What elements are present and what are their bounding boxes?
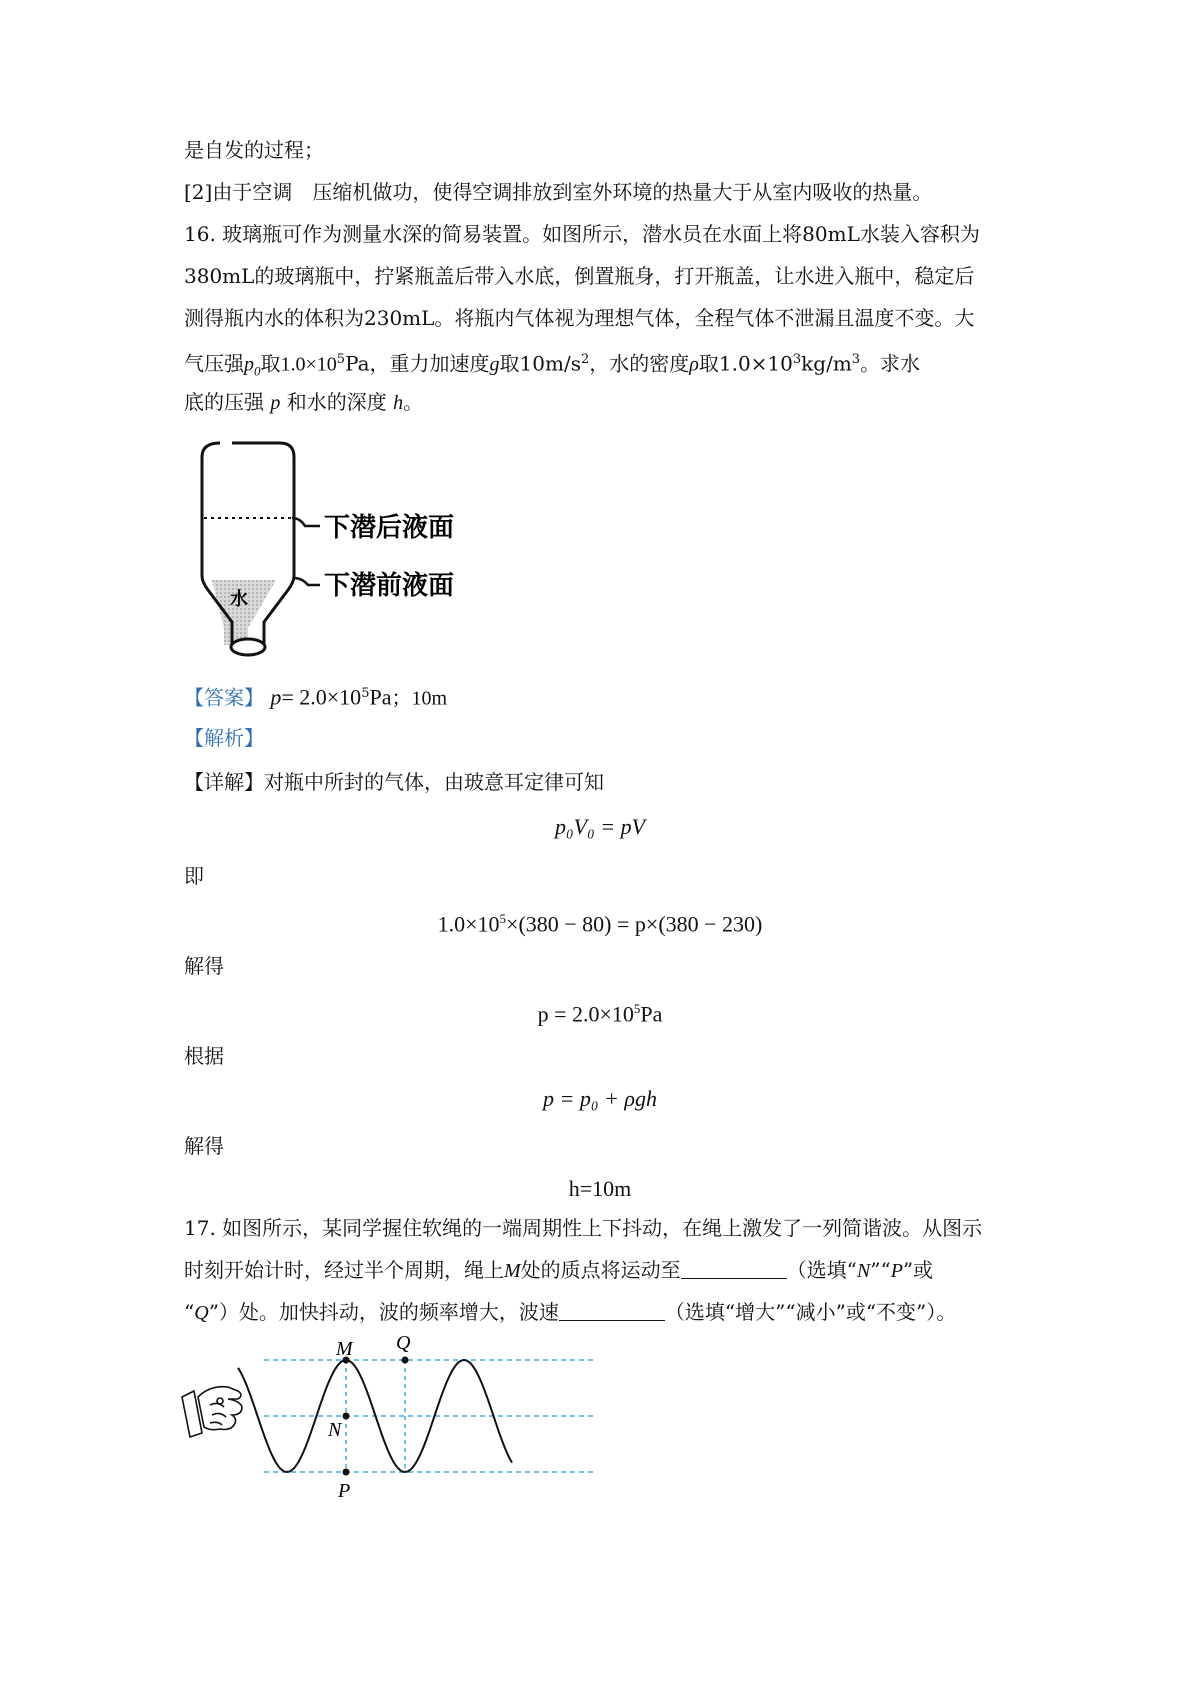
answer-tag: 【答案】: [184, 685, 264, 710]
q16-l4-d: 取10m/s: [499, 351, 581, 376]
eq3-exp: 5: [633, 1001, 641, 1016]
label-q: Q: [396, 1335, 411, 1354]
answer-line: [184, 680, 447, 713]
bottle-mouth: [231, 639, 265, 655]
bottle-figure: [200, 440, 500, 670]
label-p: P: [338, 1480, 351, 1502]
q17-l3-c: （选填“增大”“减小”或“不变”）。: [664, 1300, 957, 1324]
q16-l5-a: 底的压强: [184, 390, 264, 414]
equation-boyle: p₀V₀ = pV: [554, 814, 646, 839]
q17-line-3: [184, 1298, 956, 1327]
q17-l2-c: （选填“: [786, 1258, 857, 1282]
answer-sep: ；: [391, 685, 412, 710]
q16-line-1: [184, 220, 980, 248]
q17-l2-b: 处的质点将运动至: [520, 1258, 681, 1282]
eq3-b: Pa: [640, 1001, 663, 1027]
detail-tag: 【详解】: [184, 770, 264, 794]
q16-line-4: [184, 346, 920, 386]
q17-line-2: [184, 1256, 933, 1285]
answer-unit: Pa: [369, 684, 392, 710]
water-label: 水: [230, 589, 248, 610]
answer-h: 10m: [411, 687, 448, 710]
label-m: M: [336, 1338, 353, 1360]
q16-l5-b: 和水的深度: [286, 390, 387, 414]
q17-l2-N: N: [856, 1260, 871, 1282]
text-genju: 根据: [184, 1044, 224, 1068]
rope-wave: [238, 1360, 512, 1472]
q17-l2-e: ”或: [902, 1258, 934, 1282]
q16-l4-f: 取1.0×10: [698, 351, 793, 376]
hand-icon: [182, 1387, 242, 1437]
q17-l2-a: 时刻开始计时，经过半个周期，绳上: [184, 1258, 504, 1282]
q16-line-3: 测得瓶内水的体积为230mL。将瓶内气体视为理想气体，全程气体不泄漏且温度不变。大: [184, 306, 975, 330]
equation-depth-result: h=10m: [568, 1176, 632, 1201]
leader-after: [292, 518, 320, 526]
point-q: [402, 1357, 409, 1364]
q17-l2-M: M: [504, 1260, 521, 1282]
q16-l5-c: 。: [403, 390, 424, 414]
q16-l4-g2: kg/m: [801, 351, 852, 376]
q17-line-1: [184, 1214, 982, 1242]
q17-number: 17.: [184, 1216, 216, 1240]
q16-l4-rho: ρ: [689, 353, 699, 376]
q17-l3-b: ”）处。加快抖动，波的频率增大，波速: [208, 1300, 559, 1324]
q16-l4-g: g: [489, 353, 500, 376]
continuation-line-2: [2]由于空调 压缩机做功，使得空调排放到室外环境的热量大于从室内吸收的热量。: [184, 180, 933, 204]
text-jiede-2: 解得: [184, 1134, 224, 1158]
q16-text-1: 玻璃瓶可作为测量水深的简易装置。如图所示，潜水员在水面上将80mL水装入容积为: [222, 222, 980, 246]
q16-l4-h: 。求水: [860, 351, 921, 376]
point-p: [343, 1469, 350, 1476]
q16-line-2: 380mL的玻璃瓶中，拧紧瓶盖后带入水底，倒置瓶身，打开瓶盖，让水进入瓶中，稳定后: [184, 264, 975, 288]
answer-eq: = 2.0×10: [281, 684, 362, 710]
eq2-exp: 5: [499, 911, 507, 926]
q16-l4-exp1: 5: [336, 352, 346, 367]
q16-l4-exp3: 3: [792, 352, 802, 367]
q16-number: 16.: [184, 222, 216, 246]
wave-figure: [180, 1335, 620, 1505]
analysis-tag: 【解析】: [184, 726, 264, 750]
detail-text: 对瓶中所封的气体，由玻意耳定律可知: [264, 770, 604, 794]
q16-l5-p: p: [270, 392, 281, 414]
answer-p: p: [270, 684, 282, 710]
label-after-level: 下潜后液面: [324, 513, 455, 543]
answer-exp: 5: [361, 686, 370, 701]
q16-l4-p0: p: [244, 353, 254, 376]
label-before-level: 下潜前液面: [324, 571, 455, 601]
equation-substitution: [0, 904, 1200, 939]
q17-l3-a: “: [184, 1300, 195, 1324]
eq2-a: 1.0×10: [437, 911, 500, 937]
q16-l4-p0-sub: 0: [254, 363, 261, 379]
bottle-outline-left: [202, 443, 220, 576]
q17-l2-d: ”“: [870, 1258, 891, 1282]
q16-l4-exp2: 2: [580, 352, 590, 367]
text-jiede-1: 解得: [184, 954, 224, 978]
detail-line: [184, 768, 604, 796]
q17-l2-P: P: [890, 1260, 903, 1282]
q16-l4-a: 气压强: [184, 351, 244, 376]
q16-l4-exp4: 3: [851, 352, 861, 367]
text-ji: 即: [184, 864, 204, 888]
q16-l5-h: h: [393, 392, 404, 414]
blank-2[interactable]: [559, 1300, 665, 1321]
q16-l4-c: Pa，重力加速度: [345, 351, 490, 376]
label-n: N: [328, 1419, 342, 1441]
q16-l4-b: 取1.0×10: [260, 353, 337, 376]
q16-line-5: [184, 388, 423, 417]
point-n: [343, 1413, 350, 1420]
q16-l4-e: ，水的密度: [589, 351, 690, 376]
blank-1[interactable]: [681, 1258, 787, 1279]
equation-hydrostatic: p = p₀ + ρgh: [543, 1086, 657, 1111]
continuation-line-1: 是自发的过程；: [184, 138, 324, 162]
leader-before: [294, 578, 320, 585]
equation-pressure-result: [0, 994, 1200, 1029]
q17-l3-Q: Q: [194, 1302, 209, 1324]
eq3-a: p = 2.0×10: [537, 1001, 634, 1027]
q17-text-1: 如图所示，某同学握住软绳的一端周期性上下抖动，在绳上激发了一列简谐波。从图示: [222, 1216, 983, 1240]
eq2-b: ×(380 − 80) = p×(380 − 230): [506, 911, 763, 937]
